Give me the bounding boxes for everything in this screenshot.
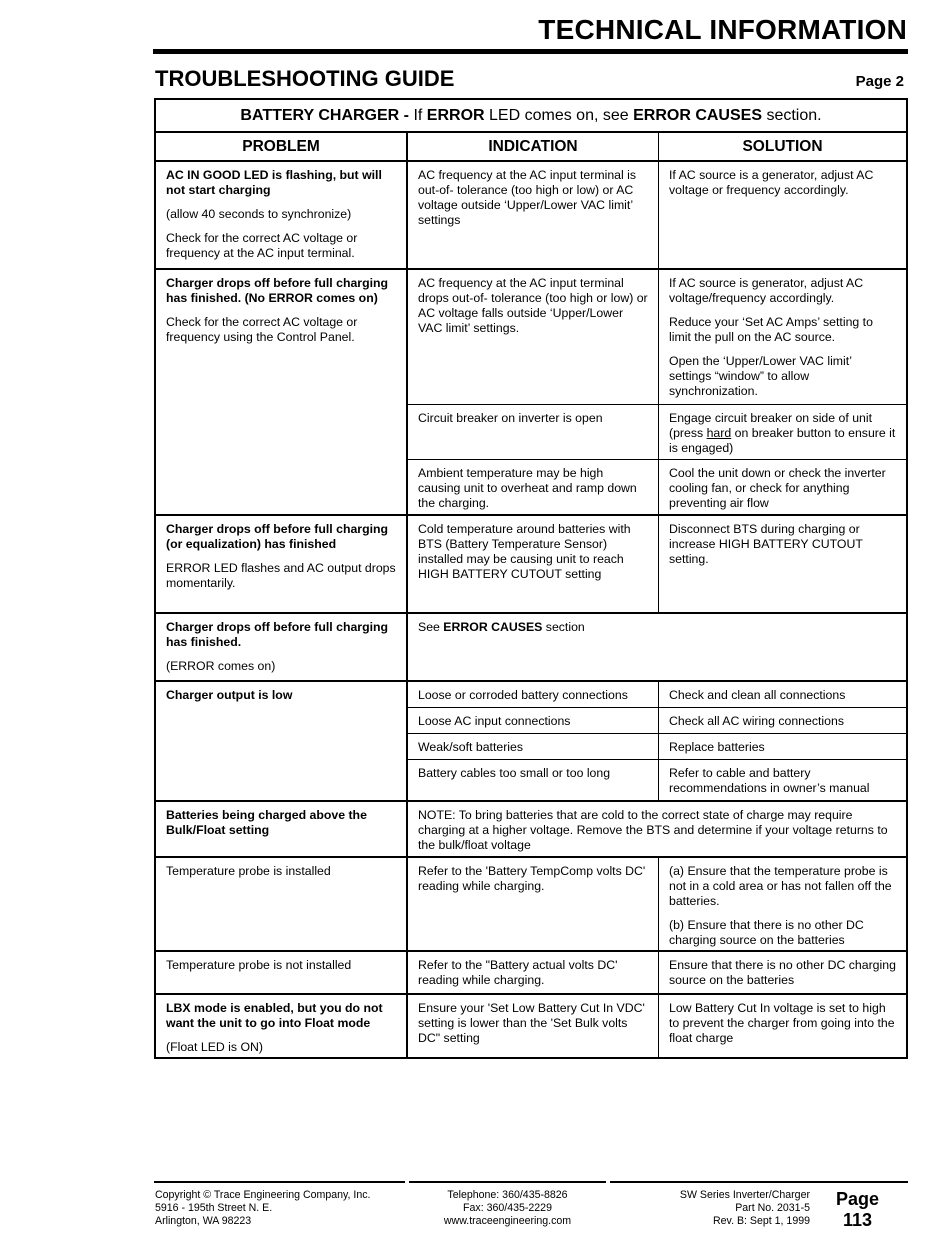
problem-cell	[156, 614, 406, 683]
problem-cell	[156, 270, 406, 354]
solution-cell	[659, 995, 906, 1055]
indication-text: Circuit breaker on inverter is open	[418, 411, 603, 425]
indication-text: Refer to the 'Battery TempComp volts DC' reading while charging.	[418, 864, 646, 893]
problem-note: Check for the correct AC voltage or frequency using the Control Panel.	[166, 315, 358, 344]
banner-causes: ERROR CAUSES	[633, 107, 762, 124]
merged-cell	[408, 614, 906, 644]
footer-line: Telephone: 360/435-8826	[447, 1189, 568, 1201]
indication-text: Weak/soft batteries	[418, 740, 524, 754]
problem-text: Charger drops off before full charging (or equalization) has finished	[166, 522, 389, 551]
indication-text: Battery cables too small or too long	[418, 766, 611, 780]
footer-line: www.traceengineering.com	[443, 1215, 572, 1227]
indication-cell	[408, 460, 658, 520]
merged-text-part: section	[542, 620, 585, 634]
problem-cell	[156, 802, 406, 847]
solution-cell	[659, 952, 906, 997]
footer-rule	[610, 1181, 908, 1183]
solution-cell	[659, 405, 906, 465]
problem-note: (Float LED is ON)	[166, 1040, 264, 1054]
header-rule	[153, 49, 908, 54]
footer-rule	[154, 1181, 405, 1183]
problem-text: Temperature probe is installed	[166, 864, 331, 878]
solution-cell	[659, 516, 906, 576]
footer-line: Rev. B: Sept 1, 1999	[713, 1215, 810, 1227]
column-header-solution: SOLUTION	[742, 138, 823, 155]
indication-cell	[408, 405, 658, 435]
banner-prefix: BATTERY CHARGER -	[240, 107, 414, 124]
solution-text: (b) Ensure that there is no other DC charging source on the batteries	[669, 918, 864, 947]
solution-text: Replace batteries	[669, 740, 765, 754]
indication-text: Ensure your 'Set Low Battery Cut In VDC' setting is lower than the 'Set Bulk volts DC" setting	[418, 1001, 645, 1045]
indication-cell	[408, 760, 658, 790]
merged-text-bold: ERROR CAUSES	[443, 620, 543, 634]
indication-cell	[408, 270, 658, 345]
footer-page-word: Page	[836, 1189, 880, 1209]
solution-text: Ensure that there is no other DC charging source on the batteries	[669, 958, 896, 987]
indication-text: AC frequency at the AC input terminal drops out-of- tolerance (too high or low) or AC voltage falls outside ‘Upper/Lower VAC limit’ settings.	[418, 276, 648, 335]
problem-text: Batteries being charged above the Bulk/Float setting	[166, 808, 367, 837]
banner-text-2: LED comes on, see	[484, 107, 634, 124]
solution-text: Reduce your ‘Set AC Amps’ setting to limit the pull on the AC source.	[669, 315, 873, 344]
indication-text: Ambient temperature may be high causing unit to overheat and ramp down the charging.	[418, 466, 637, 510]
footer-line: Copyright © Trace Engineering Company, Inc.	[155, 1189, 371, 1201]
solution-text: Refer to cable and battery recommendations in owner’s manual	[669, 766, 870, 795]
solution-cell	[659, 858, 906, 957]
problem-note: (allow 40 seconds to synchronize)	[166, 207, 352, 221]
footer-line: Arlington, WA 98223	[155, 1215, 252, 1227]
solution-cell	[659, 760, 906, 805]
problem-text: Charger output is low	[166, 688, 293, 702]
footer-line: Fax: 360/435-2229	[463, 1202, 552, 1214]
footer-line: 5916 - 195th Street N. E.	[155, 1202, 273, 1214]
solution-text: Check all AC wiring connections	[669, 714, 844, 728]
solution-text-part: Engage circuit breaker on side of unit (press	[669, 411, 873, 440]
banner-error: ERROR	[426, 107, 485, 124]
solution-text	[669, 411, 896, 456]
indication-text: Loose AC input connections	[418, 714, 571, 728]
indication-text: Loose or corroded battery connections	[418, 688, 628, 702]
problem-cell	[156, 952, 406, 982]
problem-text: Charger drops off before full charging has finished. (No ERROR comes on)	[166, 276, 389, 305]
solution-text-part: on breaker button to ensure it is engaged)	[669, 426, 896, 455]
indication-text: Refer to the "Battery actual volts DC' reading while charging.	[418, 958, 618, 987]
indication-cell	[408, 952, 658, 997]
problem-note: ERROR LED flashes and AC output drops momentarily.	[166, 561, 396, 590]
solution-text: If AC source is a generator, adjust AC voltage or frequency accordingly.	[669, 168, 874, 197]
indication-cell	[408, 516, 658, 591]
indication-text: AC frequency at the AC input terminal is out-of- tolerance (too high or low) or AC voltage outside ‘Upper/Lower VAC limit’ settings	[418, 168, 637, 227]
footer-page-number	[836, 1189, 879, 1231]
merged-text	[418, 620, 896, 635]
page-label: Page 2	[855, 73, 904, 90]
problem-cell	[156, 682, 406, 712]
problem-text: Temperature probe is not installed	[166, 958, 352, 972]
banner-text-1: If	[413, 107, 427, 124]
footer-contact	[409, 1189, 606, 1228]
footer-line: Part No. 2031-5	[735, 1202, 810, 1214]
indication-cell	[408, 995, 658, 1055]
problem-text: Charger drops off before full charging has finished.	[166, 620, 389, 649]
merged-text-part: See	[418, 620, 444, 634]
problem-cell	[156, 162, 406, 270]
indication-cell	[408, 162, 658, 237]
guide-title: TROUBLESHOOTING GUIDE	[155, 66, 455, 91]
solution-cell	[659, 460, 906, 520]
problem-cell	[156, 858, 406, 888]
solution-emphasis: hard	[706, 426, 732, 440]
footer-line: SW Series Inverter/Charger	[679, 1189, 810, 1201]
problem-cell	[156, 995, 406, 1064]
merged-cell	[408, 802, 906, 862]
solution-text: Low Battery Cut In voltage is set to high to prevent the charger from going into the float charge	[669, 1001, 895, 1045]
solution-text: (a) Ensure that the temperature probe is not in a cold area or has not fallen off the batteries.	[669, 864, 892, 908]
solution-text: Disconnect BTS during charging or increase HIGH BATTERY CUTOUT setting.	[669, 522, 863, 566]
column-header-problem: PROBLEM	[242, 138, 320, 155]
problem-note: (ERROR comes on)	[166, 659, 276, 673]
indication-cell	[408, 858, 658, 903]
problem-text: AC IN GOOD LED is flashing, but will not start charging	[166, 168, 382, 197]
troubleshooting-table	[154, 98, 908, 1059]
problem-cell	[156, 516, 406, 600]
footer-copyright	[155, 1189, 405, 1228]
merged-text: NOTE: To bring batteries that are cold to the correct state of charge may require charging at a higher voltage. Remove the BTS and determine if your voltage returns to the bulk/float voltage	[418, 808, 888, 852]
solution-cell	[659, 162, 906, 207]
column-header-indication: INDICATION	[488, 138, 578, 155]
solution-cell	[659, 270, 906, 408]
table-banner	[156, 100, 906, 133]
footer-product-info	[610, 1189, 810, 1228]
solution-text: If AC source is generator, adjust AC voltage/frequency accordingly.	[669, 276, 864, 305]
footer-rule	[409, 1181, 606, 1183]
problem-note: Check for the correct AC voltage or frequency at the AC input terminal.	[166, 231, 358, 260]
solution-text: Open the ‘Upper/Lower VAC limit’ settings “window” to allow synchronization.	[669, 354, 852, 398]
solution-text: Cool the unit down or check the inverter cooling fan, or check for anything preventing air flow	[669, 466, 886, 510]
footer-page-value: 113	[842, 1210, 873, 1230]
indication-text: Cold temperature around batteries with BTS (Battery Temperature Sensor) installed may be causing unit to reach HIGH BATTERY CUTOUT setting	[418, 522, 631, 581]
section-title: TECHNICAL INFORMATION	[538, 14, 907, 45]
banner-text-3: section.	[762, 107, 822, 124]
solution-text: Check and clean all connections	[669, 688, 846, 702]
problem-text: LBX mode is enabled, but you do not want the unit to go into Float mode	[166, 1001, 383, 1030]
